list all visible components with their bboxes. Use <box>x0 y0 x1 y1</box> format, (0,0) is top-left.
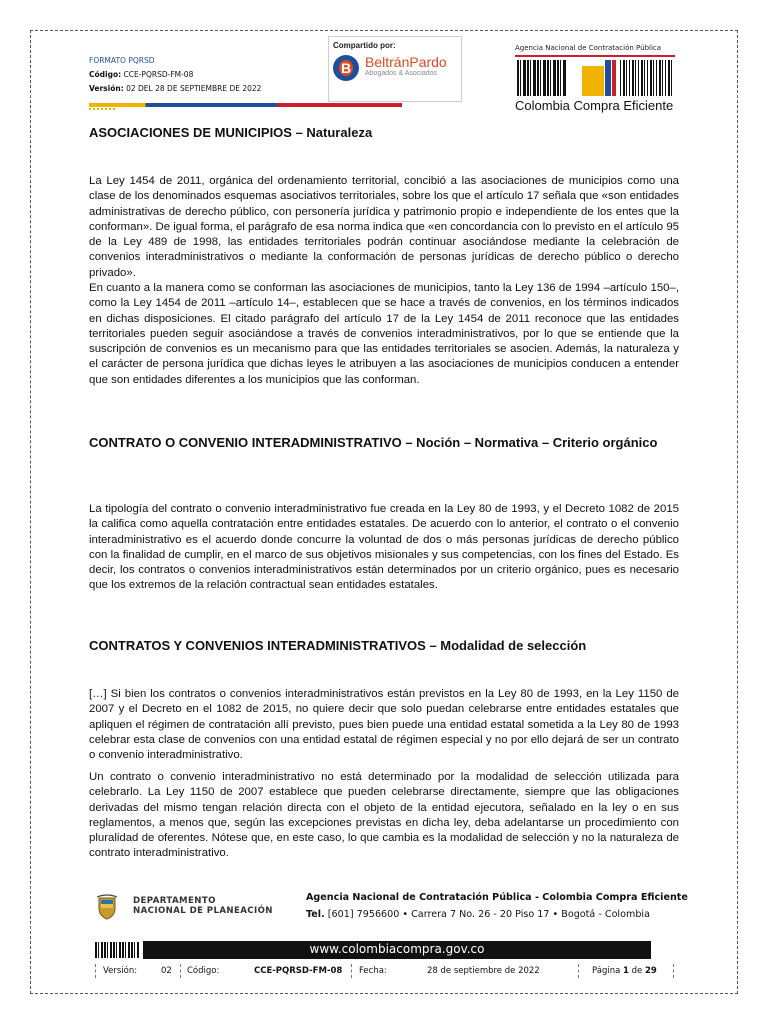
barcode-left-icon <box>517 60 567 96</box>
footer-date-label: Fecha: <box>359 966 387 976</box>
flag-red-block <box>612 60 616 96</box>
version-label: Versión: <box>89 84 124 93</box>
document-meta <box>89 54 261 96</box>
separator <box>180 964 181 978</box>
footer-version-value: 02 <box>161 966 172 976</box>
page-label: Página <box>592 966 621 976</box>
section-title: ASOCIACIONES DE MUNICIPIOS – Naturaleza <box>89 125 373 140</box>
shared-by-box <box>328 36 462 102</box>
shared-by-label: Compartido por: <box>333 41 396 50</box>
version-value: 02 DEL 28 DE SEPTIEMBRE DE 2022 <box>126 84 262 93</box>
page-number: 1 <box>623 966 629 976</box>
contact-line: [601] 7956600 • Carrera 7 No. 26 - 20 Piso 17 • Bogotá - Colombia <box>327 909 650 920</box>
paragraph: En cuanto a la manera como se conforman las asociaciones de municipios, tanto la Ley 136 de 1994 –artículo 150–, como la Ley 1454 de 2011 –artículo 14–, establecen que se hace a través de convenios, en los términos indicados en dichas disposiciones. El citado parágrafo del artículo 17 de la Ley 1454 de 2011 reconoce que las entidades territoriales pueden seguir asociándose a través de convenios interadministrativos, por lo que se entiende que la suscripción de convenios es un mecanismo para que las entidades territoriales se asocien. Además, la naturaleza y el carácter de persona jurídica que dichas leyes le atribuyen a las asociaciones de municipios conducen a entender que son entidades diferentes a los municipios que las conforman. <box>89 282 679 386</box>
header-stripe-dots <box>89 108 115 110</box>
page-total: 29 <box>644 966 657 976</box>
tel-label: Tel. <box>306 909 325 920</box>
footer-code-value: CCE-PQRSD-FM-08 <box>254 966 343 976</box>
paragraph: La tipología del contrato o convenio interadministrativo fue creada en la Ley 80 de 1993, y el Decreto 1082 de 2015 la califica como aquella contratación entre entidades estatales. De acuerdo con lo anterior, el contrato o el convenio interadministrativo es el acuerdo donde concurre la voluntad de dos o más personas jurídicas de derecho público con la finalidad de cumplir, en el marco de sus objetivos misionales y sus competencias, con los fines del Estado. Es decir, los contratos o convenios interadministrativos están determinados por un criterio orgánico, pues es necesario que los extremos de la relación contractual sean entidades estatales. <box>89 503 679 592</box>
website-link[interactable]: www.colombiacompra.gov.co <box>309 942 485 956</box>
separator <box>351 964 352 978</box>
flag-blue-block <box>605 60 611 96</box>
separator <box>95 964 96 978</box>
footer-info-row <box>95 963 675 979</box>
website-bar <box>143 941 651 959</box>
code-label: Código: <box>89 70 122 79</box>
agency-name: Agencia Nacional de Contratación Pública <box>515 44 662 52</box>
flag-yellow-block <box>582 66 604 96</box>
section-title: CONTRATOS Y CONVENIOS INTERADMINISTRATIVOS – Modalidad de selección <box>89 638 587 653</box>
footer-date-value: 28 de septiembre de 2022 <box>427 966 540 976</box>
footer-barcode-icon <box>95 942 139 958</box>
format-label: FORMATO PQRSD <box>89 56 155 65</box>
agency-divider <box>515 55 675 57</box>
page-of: de <box>631 966 643 976</box>
beltran-pardo-subtitle: Abogados & Asociados <box>365 70 437 77</box>
separator <box>578 964 579 978</box>
barcode-right-icon <box>620 60 672 96</box>
beltran-pardo-logo-icon <box>333 55 359 81</box>
paragraph: Un contrato o convenio interadministrativo no está determinado por la modalidad de selección utilizada para celebrarlo. La Ley 1150 de 2007 establece que pueden celebrarse directamente, siempre que las obligaciones derivadas del mismo tengan relación directa con el objeto de la entidad ejecutora, señalado en la ley o en sus reglamentos, a menos que, según las excepciones previstas en dicha ley, deba adelantarse un procedimiento con pluralidad de oferentes. Nótese que, en este caso, lo que cambia es la modalidad de selección y no la naturaleza de contrato interadministrativo. <box>89 771 679 860</box>
section-title: CONTRATO O CONVENIO INTERADMINISTRATIVO – Noción – Normativa – Criterio orgánico <box>89 435 658 450</box>
footer-code-label: Código: <box>187 966 220 976</box>
footer-page-indicator <box>592 966 657 976</box>
code-value: CCE-PQRSD-FM-08 <box>123 70 194 79</box>
header-color-stripe <box>89 103 402 107</box>
beltran-pardo-name: BeltránPardo <box>365 54 447 70</box>
paragraph: La Ley 1454 de 2011, orgánica del ordenamiento territorial, concibió a las asociaciones de municipios como una clase de los denominados esquemas asociativos territoriales, sobre los que el artículo 17 señala que «son entidades administrativas de derecho público, con personería jurídica y patrimonio propio e independiente de los entes que la conforman». De igual forma, el parágrafo de esa norma indica que «en concordancia con lo previsto en el artículo 95 de la Ley 489 de 1998, las entidades territoriales podrán continuar asociándose mediante la celebración de convenios interadministrativos o mediante la conformación de personas jurídicas de derecho público o derecho privado». <box>89 175 679 279</box>
dnp-name: DEPARTAMENTO NACIONAL DE PLANEACIÓN <box>133 896 273 916</box>
footer-contact <box>306 909 650 920</box>
footer-version-label: Versión: <box>103 966 138 976</box>
footer-agency: Agencia Nacional de Contratación Pública - Colombia Compra Eficiente <box>306 892 688 903</box>
coat-of-arms-icon <box>96 894 118 920</box>
paragraph: […] Si bien los contratos o convenios interadministrativos están previstos en la Ley 80 de 1993, en la Ley 1150 de 2007 y el Decreto en el 1082 de 2015, no quiere decir que solo puedan celebrarse entre entidades estatales que apliquen el régimen de contratación allí previsto, pues bien puede una entidad estatal sometida a la Ley 80 de 1993 celebrar esta clase de convenios con una entidad estatal de régimen especial y no por ello dejará de ser un contrato o convenio interadministrativo. <box>89 688 679 762</box>
separator <box>673 964 674 978</box>
agency-brand: Colombia Compra Eficiente <box>515 98 674 113</box>
